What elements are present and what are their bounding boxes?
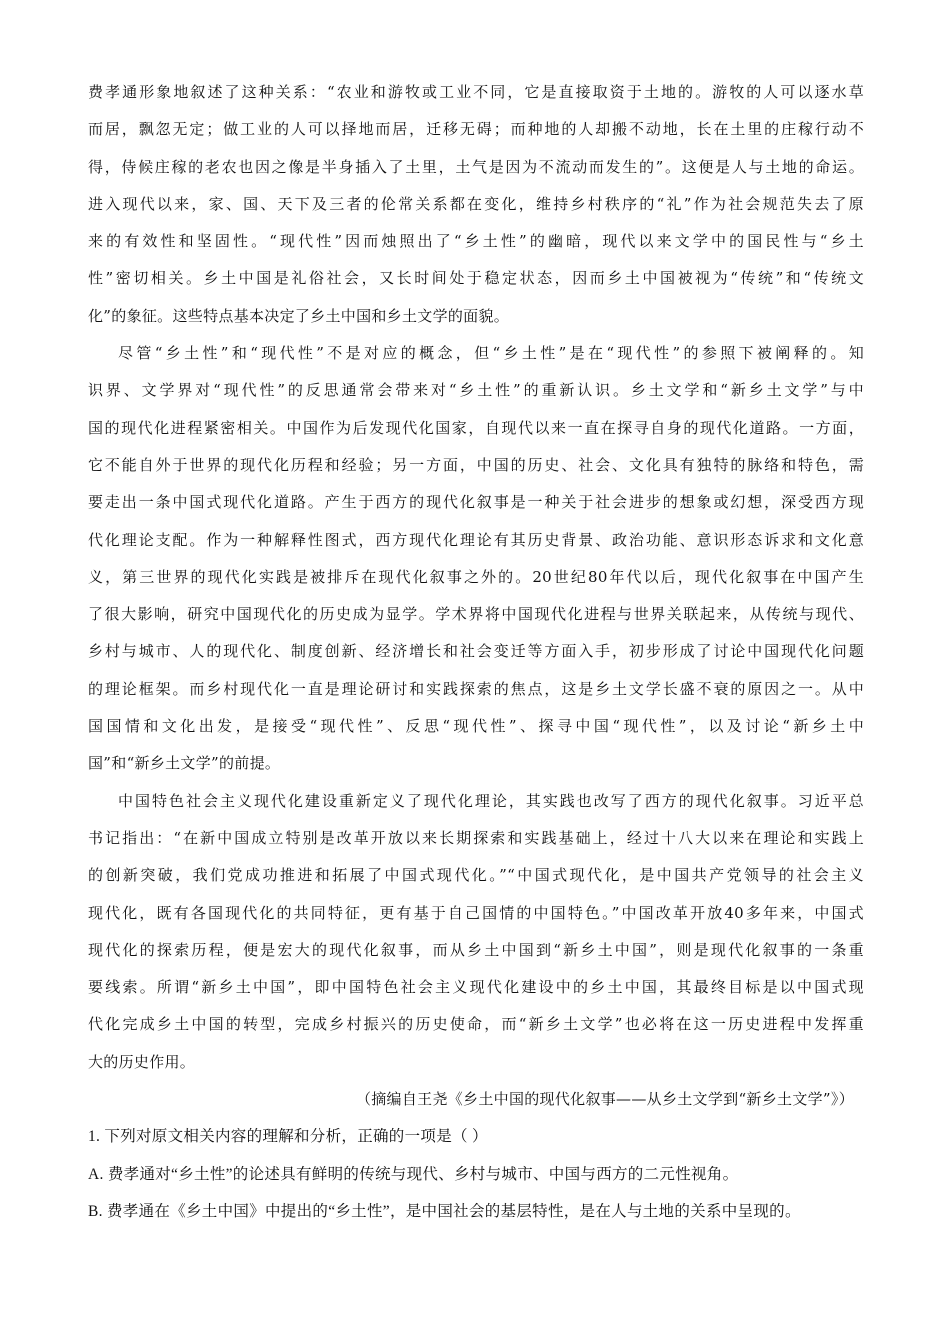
text-line: 义，第三世界的现代化实践是被排斥在现代化叙事之外的。20世纪80年代以后，现代化叙事在中国产生 <box>88 567 864 586</box>
text-line: 现代化，既有各国现代化的共同特征，更有基于自己国情的中国特色。”中国改革开放40多年来，中国式 <box>88 903 864 922</box>
question-block <box>88 1118 864 1230</box>
text-line: 国的现代化进程紧密相关。中国作为后发现代化国家，自现代以来一直在探寻自身的现代化道路。一方面， <box>88 418 864 437</box>
text-line: 要走出一条中国式现代化道路。产生于西方的现代化叙事是一种关于社会进步的想象或幻想，深受西方现 <box>88 493 864 512</box>
text-line: 代化理论支配。作为一种解释性图式，西方现代化理论有其历史背景、政治功能、意识形态诉求和文化意 <box>88 530 864 549</box>
text-line: 费孝通形象地叙述了这种关系：“农业和游牧或工业不同，它是直接取资于土地的。游牧的人可以逐水草 <box>88 83 864 101</box>
text-line: 要线索。所谓“新乡土中国”，即中国特色社会主义现代化建设中的乡土中国，其最终目标是以中国式现 <box>88 978 864 997</box>
text-line: 进入现代以来，家、国、天下及三者的伦常关系都在变化，维持乡村秩序的“礼”作为社会规范失去了原 <box>88 194 864 213</box>
document-page <box>88 74 864 1230</box>
option-b: B. 费孝通在《乡土中国》中提出的“乡土性”，是中国社会的基层特性，是在人与土地的关系中呈现的。 <box>88 1202 801 1220</box>
text-line: 的创新突破，我们党成功推进和拓展了中国式现代化。”“中国式现代化，是中国共产党领导的社会主义 <box>88 866 864 885</box>
text-line: 国国情和文化出发，是接受“现代性”、反思“现代性”、探寻中国“现代性”，以及讨论“新乡土中 <box>88 717 864 736</box>
text-line: 大的历史作用。 <box>88 1052 196 1071</box>
text-line: 中国特色社会主义现代化建设重新定义了现代化理论，其实践也改写了西方的现代化叙事。习近平总 <box>118 791 864 810</box>
text-line: 而居，飘忽无定；做工业的人可以择地而居，迁移无碍；而种地的人却搬不动地，长在土里的庄稼行动不 <box>88 120 864 139</box>
text-line: 尽管“乡土性”和“现代性”不是对应的概念，但“乡土性”是在“现代性”的参照下被阐释的。知 <box>118 344 864 363</box>
question-stem: 1. 下列对原文相关内容的理解和分析，正确的一项是（ ） <box>88 1128 488 1146</box>
option-a: A. 费孝通对“乡土性”的论述具有鲜明的传统与现代、乡村与城市、中国与西方的二元性视角。 <box>88 1165 739 1183</box>
text-line: 识界、文学界对“现代性”的反思通常会带来对“乡土性”的重新认识。乡土文学和“新乡土文学”与中 <box>88 381 864 400</box>
text-line: 得，侍候庄稼的老农也因之像是半身插入了土里，土气是因为不流动而发生的”。这便是人与土地的命运。 <box>88 157 864 176</box>
text-line: 的理论框架。而乡村现代化一直是理论研讨和实践探索的焦点，这是乡土文学长盛不衰的原因之一。从中 <box>88 679 864 698</box>
text-line: 书记指出：“在新中国成立特别是改革开放以来长期探索和实践基础上，经过十八大以来在理论和实践上 <box>88 828 864 847</box>
text-line: 它不能自外于世界的现代化历程和经验；另一方面，中国的历史、社会、文化具有独特的脉络和特色，需 <box>88 455 864 474</box>
text-line: 了很大影响，研究中国现代化的历史成为显学。学术界将中国现代化进程与世界关联起来，从传统与现代、 <box>88 605 864 624</box>
text-line: 性”密切相关。乡土中国是礼俗社会，又长时间处于稳定状态，因而乡土中国被视为“传统”和“传统文 <box>88 269 864 288</box>
paragraph-1 <box>88 74 864 335</box>
text-line: 来的有效性和坚固性。“现代性”因而烛照出了“乡土性”的幽暗，现代以来文学中的国民性与“乡土 <box>88 232 864 251</box>
paragraph-3 <box>88 783 864 1081</box>
text-line: 化”的象征。这些特点基本决定了乡土中国和乡土文学的面貌。 <box>88 306 510 325</box>
text-line: 代化完成乡土中国的转型，完成乡村振兴的历史使命，而“新乡土文学”也必将在这一历史进程中发挥重 <box>88 1015 864 1034</box>
text-line: 乡村与城市、人的现代化、制度创新、经济增长和社会变迁等方面入手，初步形成了讨论中国现代化问题 <box>88 642 864 661</box>
text-line: 国”和“新乡土文学”的前提。 <box>88 754 281 773</box>
paragraph-2 <box>88 335 864 783</box>
source-citation: （摘编自王尧《乡土中国的现代化叙事——从乡土文学到“新乡土文学”》） <box>355 1090 854 1109</box>
text-line: 现代化的探索历程，便是宏大的现代化叙事，而从乡土中国到“新乡土中国”，则是现代化叙事的一条重 <box>88 940 864 959</box>
